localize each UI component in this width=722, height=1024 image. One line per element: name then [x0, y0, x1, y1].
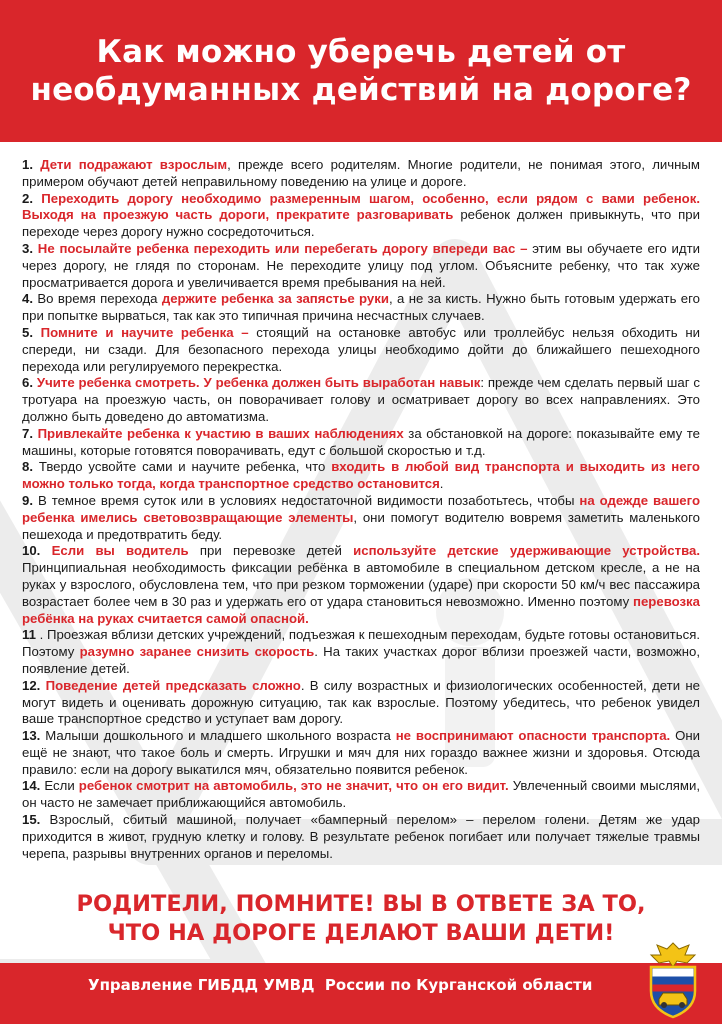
poster-title-line2: необдуманных действий на дороге? — [30, 72, 692, 108]
list-item-number: 12. — [22, 677, 41, 693]
slogan-line1: РОДИТЕЛИ, ПОМНИТЕ! ВЫ В ОТВЕТЕ ЗА ТО, — [76, 891, 646, 917]
body-text: . На таких участках дорог вблизи проезжей части, возможно, появление детей. — [22, 644, 701, 676]
list-item-number: 4. — [22, 291, 33, 307]
list-item-number: 1. — [22, 157, 33, 172]
emphasis-text: входить в любой вид транспорта и выходить из него можно только тогда, когда транспортное средство остановится — [22, 459, 700, 492]
list-item — [22, 493, 700, 543]
slogan-line2: ЧТО НА ДОРОГЕ ДЕЛАЮТ ВАШИ ДЕТИ! — [107, 920, 615, 946]
body-text: Увлеченный своими мыслями, он часто не замечает приближающийся автомобиль. — [22, 778, 700, 811]
list-item-number: 9. — [22, 492, 33, 508]
body-text: стоящий на остановке автобус или троллейбус нельзя обходить ни спереди, ни сзади. Для безопасного перехода улицы необходимо дойти до ближайшего пешеходного перехода или регулируемого перекрестка. — [22, 324, 700, 374]
list-item-number: 10. — [22, 543, 41, 559]
footer-organization: Управление ГИБДД УМВД России по Курганской области — [88, 976, 593, 994]
emphasis-text: на одежде вашего ребенка имелись световозвращающие элементы — [22, 492, 701, 525]
list-item-number: 2. — [22, 190, 33, 206]
list-item — [22, 241, 700, 291]
emphasis-text: Учите ребенка смотреть. У ребенка должен быть выработан навык — [36, 375, 481, 391]
body-text: , прежде всего родителям. Многие родители, не понимая этого, личным примером обучают детей неправильному поведению на улице и дороге. — [22, 157, 700, 189]
emphasis-text: Помните и научите ребенка – — [40, 324, 249, 340]
body-text: , они помогут водителю вовремя заметить маленького пешехода и предотвратить беду. — [22, 509, 700, 542]
poster-header — [0, 0, 722, 142]
emphasis-text: ребенок смотрит на автомобиль, это не значит, что он его видит. — [78, 778, 509, 794]
list-item-number: 5. — [22, 324, 33, 340]
emphasis-text: Дети подражают взрослым — [40, 157, 228, 172]
warning-slogan — [0, 890, 722, 948]
emphasis-text: используйте детские удерживающие устройства. — [353, 543, 701, 559]
emphasis-text: не воспринимают опасности транспорта. — [395, 728, 671, 744]
list-item — [22, 325, 700, 375]
list-item-number: 6. — [22, 375, 33, 391]
safety-rules-list — [22, 157, 700, 862]
body-text: Взрослый, сбитый машиной, получает «бамперный перелом» – перелом голени. Детям же удар приходится в живот, грудную клетку и голову. В результате ребенок погибает или получает тяжелые травмы черепа, разрывы внутренних органов и переломы. — [22, 812, 700, 861]
list-item — [22, 678, 700, 728]
content-panel — [0, 142, 722, 963]
body-text: при перевозке детей — [188, 543, 354, 559]
list-item-number: 3. — [22, 240, 33, 256]
list-item-number: 13. — [22, 728, 41, 744]
body-text: : прежде чем сделать первый шаг с тротуара на проезжую часть, он поворачивает голову и осматривает дорогу во всех направлениях. Это должно быть доведено до автоматизма. — [22, 375, 700, 424]
list-item — [22, 778, 700, 812]
body-text: В темное время суток или в условиях недостаточной видимости позаботьтесь, чтобы — [37, 492, 580, 508]
emphasis-text: Переходить дорогу необходимо размеренным шагом, особенно, если рядом с вами ребенок. Выходя на проезжую часть дороги, прекратите разговаривать — [22, 190, 700, 223]
list-item-number: 15. — [22, 812, 41, 828]
emphasis-text: Поведение детей предсказать сложно — [45, 677, 301, 693]
list-item — [22, 191, 700, 241]
gibdd-emblem-icon — [643, 939, 703, 1019]
emphasis-text: Не посылайте ребенка переходить или перебегать дорогу впереди вас – — [37, 240, 528, 256]
body-text: . Проезжая вблизи детских учреждений, подъезжая к пешеходным переходам, будьте готовы остановиться. Поэтому — [22, 627, 700, 660]
body-text: Во время перехода — [37, 291, 162, 307]
list-item-number: 7. — [22, 425, 33, 441]
body-text: Если — [44, 778, 79, 794]
emphasis-text: перевозка ребёнка на руках считается самой опасной. — [22, 593, 700, 626]
list-item — [22, 728, 700, 778]
emphasis-text: разумно заранее снизить скорость — [79, 644, 315, 660]
list-item — [22, 291, 700, 325]
list-item-number: 11 — [22, 627, 36, 643]
emphasis-text: Если вы водитель — [51, 543, 189, 559]
body-text: Принципиальная необходимость фиксации ребёнка в автомобиле в специальном детском кресле, а не на руках у взрослого, обусловлена тем, что при резком торможении (ударе) при скорости 50 км/ч вес пассажира возрастает более чем в 30 раз и удержать его от удара становиться невозможно. Именно поэтому — [22, 560, 700, 609]
emphasis-text: держите ребенка за запястье руки — [161, 291, 389, 307]
body-text: Малыши дошкольного и младшего школьного возраста — [45, 728, 396, 744]
body-text: Они ещё не знают, что такое боль и смерть. Игрушки и мяч для них гораздо важнее жизни и здоровья. Отсюда правило: если на дорогу выкатился мяч, обязательно появится ребенок. — [22, 728, 701, 777]
body-text: этим вы обучаете его идти через дорогу, не глядя по сторонам. Не переходите улицу под углом. Объясните ребенку, что так хуже просматривается дорога и увеличивается время пребывания на ней. — [22, 240, 700, 290]
poster-title-line1: Как можно уберечь детей от — [96, 34, 626, 70]
poster-title — [30, 33, 691, 109]
list-item — [22, 459, 700, 493]
body-text: . — [439, 476, 444, 492]
list-item — [22, 812, 700, 862]
list-item — [22, 375, 700, 425]
emphasis-text: Привлекайте ребенка к участию в ваших наблюдениях — [37, 425, 404, 441]
poster-footer — [0, 963, 722, 1024]
body-text: . В силу возрастных и физиологических особенностей, дети не могут видеть и оценивать дорожную ситуацию, так как взрослые. Поэтому убедитесь, что ребенок увидел ваше транспортное средство и уступает вам дорогу. — [22, 677, 700, 727]
body-text: ребенок должен привыкнуть, что при переходе через дорогу нужно сосредоточиться. — [22, 207, 700, 240]
list-item — [22, 157, 700, 191]
body-text: Твердо усвойте сами и научите ребенка, что — [38, 459, 332, 475]
list-item-number: 8. — [22, 459, 33, 475]
list-item-number: 14. — [22, 778, 41, 794]
list-item — [22, 627, 700, 677]
body-text: , а не за кисть. Нужно быть готовым удержать его при попытке вырваться, так как это типичная причина несчастных случаев. — [22, 291, 700, 324]
list-item — [22, 543, 700, 627]
list-item — [22, 426, 700, 460]
body-text: за обстановкой на дороге: показывайте ему те машины, которые готовятся поворачивать, едут с большой скоростью и т.д. — [22, 425, 701, 458]
